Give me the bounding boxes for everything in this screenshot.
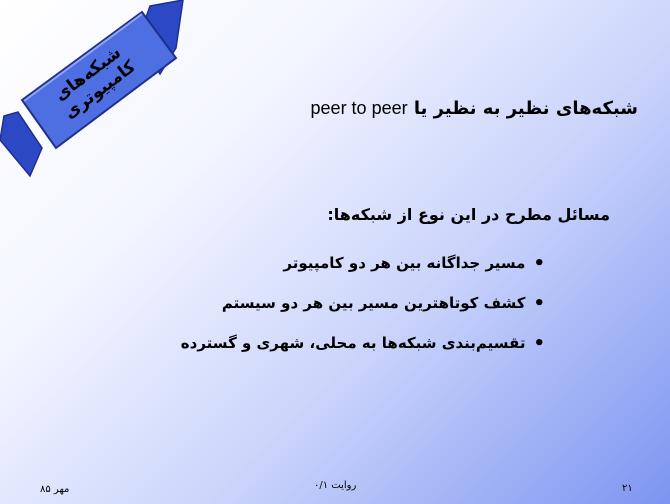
title-persian: شبکه‌های نظیر به نظیر یا	[413, 98, 638, 119]
subheading: مسائل مطرح در این نوع از شبکه‌ها:	[327, 205, 610, 224]
footer-date: مهر ۸۵	[40, 484, 70, 495]
title-banner	[0, 0, 200, 180]
slide-title	[311, 98, 638, 119]
bullet-icon: •	[533, 292, 545, 314]
footer-version: روایت ۰/۱	[314, 480, 357, 491]
list-item	[181, 323, 545, 363]
banner-title: شبکه‌های کامپیوتری	[50, 42, 140, 124]
title-latin: peer to peer	[310, 98, 408, 118]
bullet-icon: •	[533, 252, 545, 274]
list-item	[181, 283, 545, 323]
bullet-list	[181, 243, 545, 363]
bullet-text: کشف کوتاهترین مسیر بین هر دو سیستم	[221, 294, 526, 312]
bullet-text: تقسیم‌بندی شبکه‌ها به محلی، شهری و گسترده	[180, 334, 526, 352]
bullet-text: مسیر جداگانه بین هر دو کامپیوتر	[283, 254, 526, 272]
footer-page-number: ۲۱	[622, 483, 633, 494]
list-item	[181, 243, 545, 283]
bullet-icon: •	[533, 332, 545, 354]
